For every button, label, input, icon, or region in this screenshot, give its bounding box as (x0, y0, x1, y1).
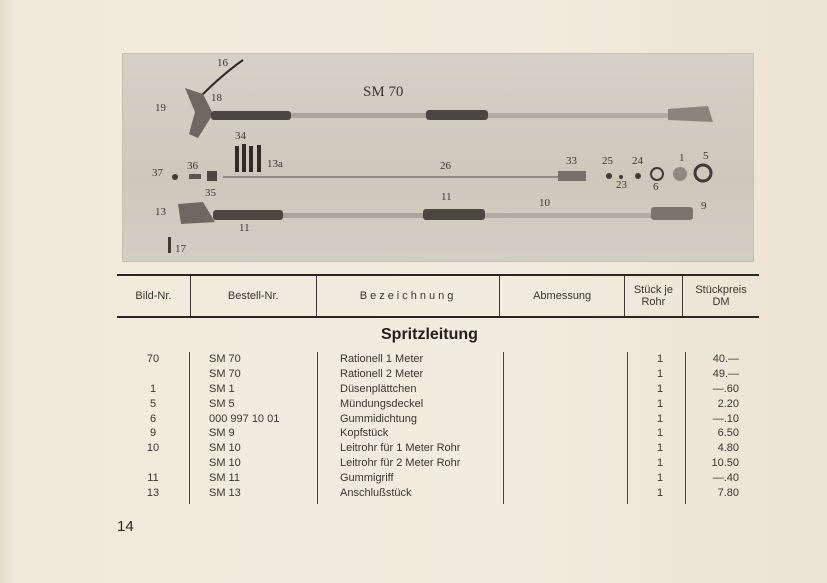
cell-bestell-nr: SM 70 (209, 353, 241, 365)
cell-stueck: 1 (656, 412, 664, 425)
cell-bezeichnung: Kopfstück (340, 427, 389, 440)
cell-bezeichnung: Rationell 2 Meter (340, 367, 424, 380)
cell-bestell-nr: SM 10 (209, 457, 241, 470)
parts-table-header (117, 274, 759, 318)
cell-bestell-nr: SM 1 (209, 382, 235, 395)
header-bild-nr: Bild-Nr. (117, 275, 190, 317)
cell-stueck: 1 (656, 487, 664, 500)
table-row (117, 397, 759, 412)
callout-24: 24 (632, 155, 643, 167)
callout-17: 17 (175, 243, 186, 255)
table-row (117, 382, 759, 397)
cell-stueck: 1 (656, 472, 664, 485)
cell-stueck: 1 (656, 442, 664, 455)
parts-illustration (123, 54, 753, 261)
cell-preis: 40.— (712, 353, 739, 365)
callout-19: 19 (155, 102, 166, 114)
cell-stueck: 1 (656, 367, 664, 380)
callout-11: 11 (441, 191, 452, 203)
cell-bezeichnung: Anschlußstück (340, 487, 412, 500)
cell-preis: 49.— (712, 367, 739, 380)
page-number: 14 (117, 518, 134, 535)
table-row (117, 412, 759, 427)
cell-bezeichnung: Leitrohr für 1 Meter Rohr (340, 442, 461, 455)
header-stueck: Stück je Rohr (624, 275, 682, 317)
cell-bild-nr: 13 (146, 487, 160, 500)
cell-preis: —.60 (712, 382, 739, 395)
cell-bezeichnung: Rationell 1 Meter (340, 353, 424, 365)
callout-1: 1 (679, 152, 685, 164)
cell-bezeichnung: Mündungsdeckel (340, 397, 424, 410)
cell-bild-nr: 5 (149, 397, 157, 410)
callout-10: 10 (539, 197, 550, 209)
cell-stueck: 1 (656, 397, 664, 410)
table-row (117, 352, 759, 367)
cell-stueck: 1 (656, 353, 664, 365)
callout-9: 9 (701, 200, 707, 212)
callout-13a: 13a (267, 158, 283, 170)
header-bezeichnung: Bezeichnung (316, 275, 500, 317)
cell-bestell-nr: SM 10 (209, 442, 241, 455)
cell-bestell-nr: SM 70 (209, 367, 241, 380)
callout-23: 23 (616, 179, 627, 191)
cell-bezeichnung: Gummigriff (340, 472, 394, 485)
cell-bild-nr: 6 (149, 412, 157, 425)
cell-stueck: 1 (656, 457, 664, 470)
cell-preis: 2.20 (717, 397, 739, 410)
cell-bestell-nr: SM 13 (209, 487, 241, 500)
callout-18: 18 (211, 92, 222, 104)
parts-table-body (117, 352, 759, 501)
callout-13: 13 (155, 206, 166, 218)
cell-bestell-nr: SM 11 (209, 472, 240, 485)
callout-37: 37 (152, 167, 163, 179)
callout-34: 34 (235, 130, 246, 142)
parts-photo (122, 53, 754, 262)
cell-preis: 7.80 (717, 487, 739, 500)
cell-bild-nr: 70 (146, 353, 160, 365)
callout-26: 26 (440, 160, 451, 172)
table-row (117, 456, 759, 471)
callout-25: 25 (602, 155, 613, 167)
cell-bestell-nr: SM 9 (209, 427, 235, 440)
cell-stueck: 1 (656, 427, 664, 440)
photo-title: SM 70 (363, 84, 404, 100)
table-row (117, 441, 759, 456)
table-row (117, 471, 759, 486)
header-abmessung: Abmessung (500, 275, 624, 317)
table-row (117, 426, 759, 441)
callout-35: 35 (205, 187, 216, 199)
cell-preis: 6.50 (717, 427, 739, 440)
table-row (117, 486, 759, 501)
cell-bezeichnung: Leitrohr für 2 Meter Rohr (340, 457, 461, 470)
cell-bezeichnung: Düsenplättchen (340, 382, 417, 395)
cell-preis: —.40 (712, 472, 739, 485)
header-bestell-nr: Bestell-Nr. (190, 275, 316, 317)
cell-stueck: 1 (656, 382, 664, 395)
cell-preis: —.10 (712, 412, 739, 425)
callout-16: 16 (217, 57, 228, 69)
table-row (117, 367, 759, 382)
cell-bestell-nr: 000 997 10 01 (209, 412, 280, 425)
header-stueckpreis: Stückpreis DM (683, 275, 759, 317)
cell-bild-nr: 10 (146, 442, 160, 455)
callout-6: 6 (653, 181, 659, 193)
cell-bestell-nr: SM 5 (209, 397, 235, 410)
callout-36: 36 (187, 160, 198, 172)
callout-33: 33 (566, 155, 577, 167)
callout-11-lower: 11 (239, 222, 250, 234)
cell-bild-nr: 11 (147, 472, 159, 485)
callout-5: 5 (703, 150, 709, 162)
cell-preis: 10.50 (711, 457, 739, 470)
cell-bezeichnung: Gummidichtung (340, 412, 418, 425)
cell-bild-nr: 9 (149, 427, 157, 440)
cell-bild-nr: 1 (149, 382, 157, 395)
section-title: Spritzleitung (381, 326, 478, 343)
cell-preis: 4.80 (717, 442, 739, 455)
